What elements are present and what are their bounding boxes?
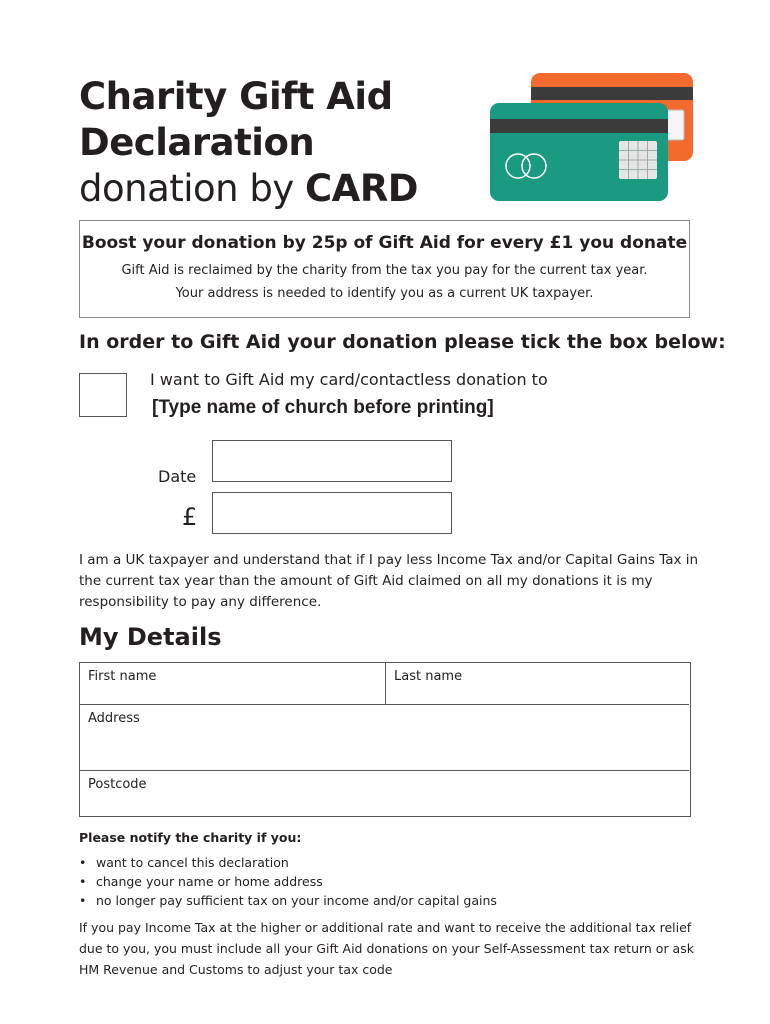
address-field[interactable] [80,705,689,771]
gift-aid-checkbox[interactable] [79,373,127,417]
amount-field[interactable] [212,492,452,534]
higher-rate-note: If you pay Income Tax at the higher or additional rate and want to receive the additional tax relief due to you, you must include all your Gift Aid donations on your Self-Assessment tax return or ask HM Revenue and Customs to adjust your tax code [79,920,694,977]
title-line-3-bold: CARD [305,167,419,210]
list-item: • no longer pay sufficient tax on your income and/or capital gains [79,891,497,910]
postcode-field[interactable] [80,771,689,815]
gift-aid-info-box [79,220,690,318]
title-line-3 [79,166,418,212]
first-name-field[interactable] [80,663,386,705]
list-item: • change your name or home address [79,872,497,891]
last-name-field[interactable] [386,663,689,705]
address-label: Address [88,711,140,726]
title-line-3-prefix: donation by [79,167,306,210]
postcode-label: Postcode [88,777,147,792]
date-label: Date [158,467,197,486]
boost-text [80,259,689,305]
taxpayer-declaration: I am a UK taxpayer and understand that if I pay less Income Tax and/or Capital Gains Tax in the current tax year than the amount of Gift Aid claimed on all my donations it is my responsibility to pay any difference. [79,552,699,610]
notify-list [79,853,497,910]
boost-line-1: Gift Aid is reclaimed by the charity from the tax you pay for the current tax year. [121,263,648,278]
title-line-2: Declaration [79,121,315,164]
title-line-1: Charity Gift Aid [79,75,393,118]
list-item: • want to cancel this declaration [79,853,497,872]
boost-line-2: Your address is needed to identify you as a current UK taxpayer. [175,286,594,301]
boost-heading: Boost your donation by 25p of Gift Aid for every £1 you donate [81,233,688,253]
tick-instruction-heading: In order to Gift Aid your donation please tick the box below: [79,331,726,353]
notify-heading: Please notify the charity if you: [79,830,302,845]
last-name-label: Last name [394,669,463,684]
details-table [79,662,691,817]
gift-aid-statement: I want to Gift Aid my card/contactless donation to [150,370,548,389]
first-name-label: First name [88,669,157,684]
amount-currency-label: £ [182,503,198,531]
my-details-heading: My Details [79,623,222,651]
date-field[interactable] [212,440,452,482]
payment-cards-icon [488,70,698,205]
church-name-placeholder: [Type name of church before printing] [152,397,494,418]
page-title [79,74,418,212]
